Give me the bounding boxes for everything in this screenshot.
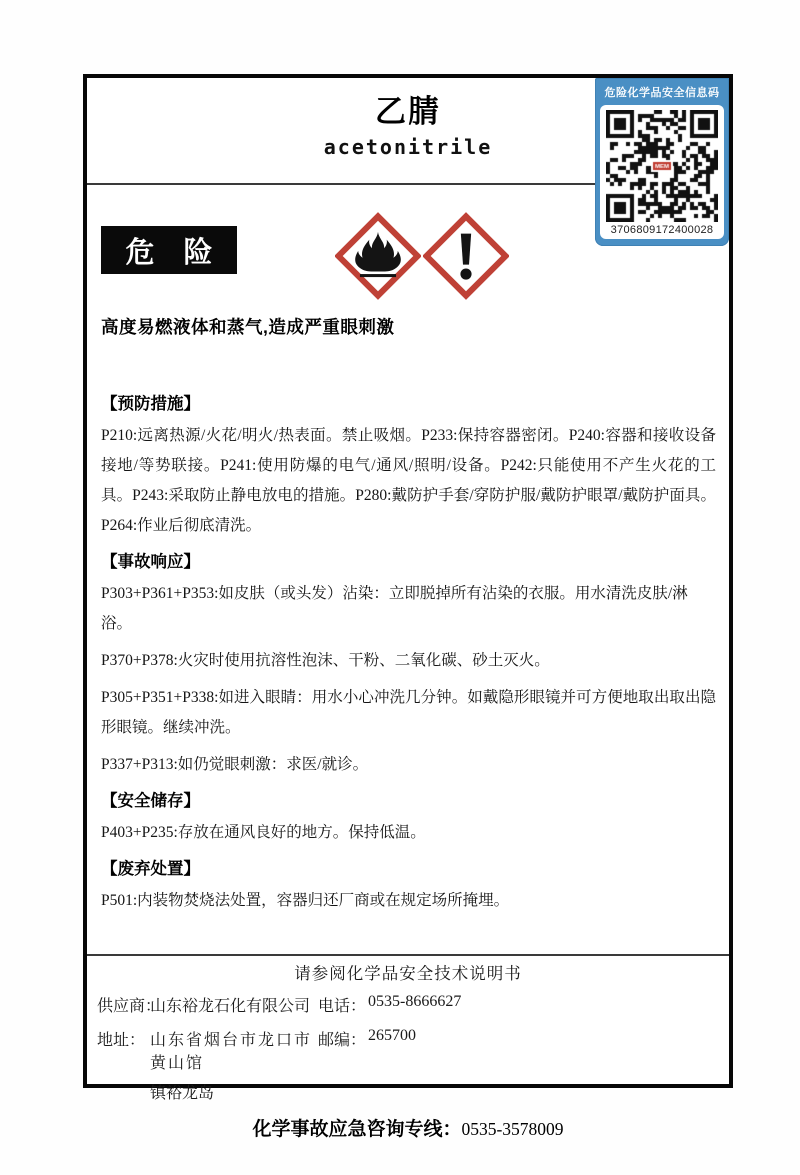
section-heading-disposal: 【废弃处置】 <box>101 860 200 878</box>
zip-label: 邮编： <box>318 1032 367 1049</box>
qr-code-icon <box>606 110 718 222</box>
supplier-info <box>97 960 719 1141</box>
phone-label: 电话： <box>318 998 367 1015</box>
sds-reference-note: 请参阅化学品安全技术说明书 <box>294 964 522 983</box>
supplier-value: 山东裕龙石化有限公司 <box>150 998 311 1015</box>
p-statement: P305+P351+P338:如进入眼睛：用水小心冲洗几分钟。如戴隐形眼镜并可方便地取出取出隐形眼镜。继续冲洗。 <box>101 689 716 736</box>
section-heading-response: 【事故响应】 <box>101 553 200 571</box>
qr-panel <box>600 105 724 239</box>
footer-divider <box>87 954 729 956</box>
phone-value: 0535-8666627 <box>368 993 462 1010</box>
product-name-en: acetonitrile <box>323 135 493 159</box>
product-name-cn: 乙腈 <box>375 94 441 129</box>
hotline-label: 化学事故应急咨询专线： <box>252 1119 462 1140</box>
precaution-sections <box>101 384 716 923</box>
qr-code-number: 3706809172400028 <box>610 224 714 236</box>
section-heading-storage: 【安全储存】 <box>101 792 200 810</box>
address-line-1: 山东省烟台市龙口市黄山馆 <box>150 1032 313 1072</box>
p-statement: P303+P361+P353:如皮肤（或头发）沾染：立即脱掉所有沾染的衣服。用水清洗皮肤/淋浴。 <box>101 585 688 632</box>
address-value <box>150 1027 318 1103</box>
section-heading-prevention: 【预防措施】 <box>101 395 200 413</box>
supplier-row <box>97 993 719 1016</box>
ghs-exclamation-pictogram-icon <box>423 212 509 300</box>
p-statement: P370+P378:火灾时使用抗溶性泡沫、干粉、二氧化碳、砂土灭火。 <box>101 652 550 669</box>
address-row <box>97 1027 719 1103</box>
p-statement: P210:远离热源/火花/明火/热表面。禁止吸烟。P233:保持容器密闭。P240:容器和接收设备接地/等势联接。P241:使用防爆的电气/通风/照明/设备。P242:只能使用不产生火花的工具。P243:采取防止静电放电的措施。P280:戴防护手套/穿防护服/戴防护眼罩/戴防护面具。P264:作业后彻底清洗。 <box>101 427 716 534</box>
ghs-flame-pictogram-icon <box>335 212 421 300</box>
qr-widget-title: 危险化学品安全信息码 <box>604 87 720 99</box>
hazard-info-qr-widget <box>595 78 729 246</box>
hazard-statement: 高度易燃液体和蒸气,造成严重眼刺激 <box>101 317 395 337</box>
supplier-label: 供应商： <box>97 998 162 1015</box>
ghs-pictograms <box>335 212 509 300</box>
p-statement: P501:内装物焚烧法处置，容器归还厂商或在规定场所掩埋。 <box>101 892 510 909</box>
hotline-number: 0535-3578009 <box>461 1119 564 1139</box>
signal-word-danger: 危 险 <box>101 226 237 274</box>
p-statement: P403+P235:存放在通风良好的地方。保持低温。 <box>101 824 426 841</box>
zip-value: 265700 <box>368 1027 416 1044</box>
p-statement: P337+P313:如仍觉眼刺激：求医/就诊。 <box>101 756 369 773</box>
address-label: 地址： <box>97 1032 146 1049</box>
chemical-safety-label <box>83 74 733 1140</box>
address-line-2: 镇裕龙岛 <box>150 1085 215 1102</box>
emergency-hotline <box>97 1114 719 1141</box>
